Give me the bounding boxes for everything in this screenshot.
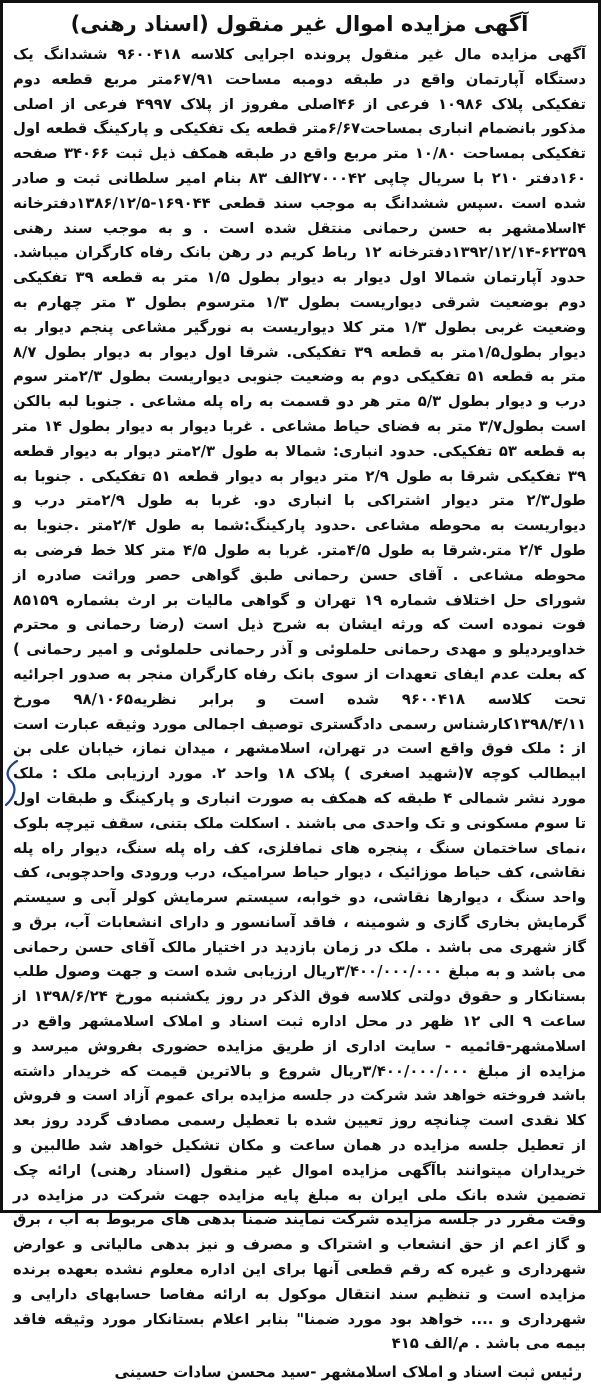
notice-title: آگهی مزایده اموال غیر منقول (اسناد رهنی): [70, 12, 529, 36]
notice-paragraph: آگهی مزایده مال غیر منقول پرونده اجرایی کلاسه ۹۶۰۰۴۱۸ ششدانگ یک دستگاه آپارتمان واقع در طبقه دومبه مساحت ۶۷/۹۱متر مربع قطعه دوم تفکیکی پلاک ۱۰۹۸۶ فرعی از ۴۶اصلی مفروز از پلاک ۴۹۹۷ فرعی از اصلی مذکور بانضمام انباری بمساحت۶/۶۷متر قطعه یک تفکیکی و پارکینگ قطعه اول تفکیکی بمساحت ۱۰/۸۰ متر مربع واقع در طبقه همکف ذیل ثبت ۳۴۰۶۶ صفحه ۱۶۰دفتر ۲۱۰ با سریال چاپی ۲۷۰۰۰۴۲الف ۸۳ بنام امیر سلطانی ثبت و صادر شده است .سپس ششدانگ به موجب سند قطعی ۱۶۹۰۴۴-۱۳۸۶/۱۲/۵دفترخانه ۴اسلامشهر به حسن رحمانی منتقل شده است . و به موجب سند رهنی ۶۲۳۵۹-۱۳۹۲/۱۲/۱۴دفترخانه ۱۲ رباط کریم در رهن بانک رفاه کارگران میباشد. حدود آپارتمان شمالا اول دیوار به دیوار بطول ۱/۵ متر به قطعه ۳۹ تفکیکی دوم بوضعیت شرقی دیواریست بطول ۱/۳ مترسوم بطول ۳ متر چهارم به وضعیت غربی بطول ۱/۳ متر کلا دیواریست به نورگیر مشاعی پنجم دیوار به دیوار بطول۱/۵متر به قطعه ۳۹ تفکیکی. شرقا اول دیوار به دیوار بطول ۸/۷ متر به قطعه ۵۱ تفکیکی دوم به وضعیت جنوبی دیواریست بطول ۲/۳متر سوم درب و دیوار بطول ۵/۳ متر هر دو قسمت به راه پله مشاعی . جنوبا لبه بالکن است بطول۳/۷ متر به فضای حیاط مشاعی . غربا دیوار به دیوار بطول ۱۴ متر به قطعه ۵۳ تفکیکی. حدود انباری: شمالا به طول ۲/۳متر دیوار به دیوار قطعه ۳۹ تفکیکی شرقا به طول ۲/۹ متر دیوار به دیوار قطعه ۵۱ تفکیکی . جنوبا به طول۲/۳ متر دیوار اشتراکی با انباری دو. غربا به طول ۲/۹متر درب و دیواریست به محوطه مشاعی .حدود پارکینگ:شما به طول ۲/۴متر .جنوبا به طول ۲/۴ متر.شرقا به طول ۴/۵متر. غربا به طول ۴/۵ متر کلا خط فرضی به محوطه مشاعی . آقای حسن رحمانی طبق گواهی حصر وراثت صادره از شورای حل اختلاف شماره ۱۹ تهران و گواهی مالیات بر ارث بشماره ۸۵۱۵۹ فوت نموده است که ورثه ایشان به شرح ذیل است (رضا رحمانی و محترم خداویردیلو و مهدی رحمانی حلملوئی و آذر رحمانی حلملوئی و امیر رحمانی ) که بعلت عدم ایفای تعهدات از سوی بانک رفاه کارگران منجر به صدور اجرائیه تحت کلاسه ۹۶۰۰۴۱۸ شده است و برابر نظریه۹۸/۱۰۶۵ مورخ ۱۳۹۸/۴/۱۱کارشناس رسمی دادگستری توصیف اجمالی مورد وثیقه عبارت است از : ملک فوق واقع است در تهران، اسلامشهر ، میدان نماز، خیابان علی بن ابیطالب کوچه ۷(شهید اصغری ) پلاک ۱۸ واحد ۲. مورد ارزیابی ملک : ملک مورد نشر شمالی ۴ طبقه که همکف به صورت انباری و پارکینگ و طبقات اول تا سوم مسکونی و تک واحدی می باشند . اسکلت ملک بتنی، سقف تیرچه بلوک ،نمای ساختمان سنگ ، پنجره های نمافلزی، کف راه پله سنگ، دیوار راه پله نقاشی، کف حیاط موزائیک ، دیوار حیاط سرامیک، درب ورودی واحدچوبی، کف واحد سنگ ، دیوارها نقاشی، دو خوابه، سیستم سرمایش کولر آبی و سیستم گرمایش بخاری گازی و شومینه ، فاقد آسانسور و دارای انشعابات آب، برق و گاز شهری می باشد . ملک در زمان بازدید در اختیار مالک آقای حسن رحمانی می باشد و به مبلغ ۳/۴۰۰/۰۰۰/۰۰۰ریال ارزیابی شده است و جهت وصول طلب بستانکار و حقوق دولتی کلاسه فوق الذکر در روز یکشنبه مورخ ۱۳۹۸/۶/۲۴ از ساعت ۹ الی ۱۲ ظهر در محل اداره ثبت اسناد و املاک اسلامشهر واقع در اسلامشهر-قائمیه - سایت اداری از طریق مزایده حضوری بفروش میرسد و مزایده از مبلغ ۳/۴۰۰/۰۰۰/۰۰۰ریال شروع و بالاترین قیمت که خریدار داشته باشد فروخته خواهد شد شرکت در جلسه مزایده برای عموم آزاد است و فروش کلا نقدی است چنانچه روز تعیین شده با تعطیل رسمی مصادف گردد روز بعد از تعطیل جلسه مزایده در همان ساعت و مکان تشکیل خواهد شد طالبین و خریداران میتوانند باآگهی مزایده اموال غیر منقول (اسناد رهنی) ارائه چک تضمین شده بانک ملی ایران به مبلغ پایه مزایده جهت شرکت در مزایده در وقت مقرر در جلسه مزایده شرکت نمایند ضمنا بدهی های مربوط به آب ، برق و گاز اعم از حق انشعاب و اشتراک و مصرف و نیز بدهی مالیاتی و عوارض شهرداری و غیره که رقم قطعی آنها برای این اداره معلوم نشده بعهده برنده مزایده است و تنظیم سند انتقال موکول به ارائه مفاصا حسابهای دارایی و شهرداری و .... خواهد بود مورد ضمنا" بنابر اعلام بستانکار مورد وثیقه فاقد بیمه می باشد . م/الف ۴۱۵: [13, 46, 587, 1353]
notice-signature: رئیس ثبت اسناد و املاک اسلامشهر -سید محسن سادات حسینی: [114, 1363, 582, 1382]
notice-body: [13, 43, 586, 1357]
pen-mark-icon: [3, 759, 21, 807]
